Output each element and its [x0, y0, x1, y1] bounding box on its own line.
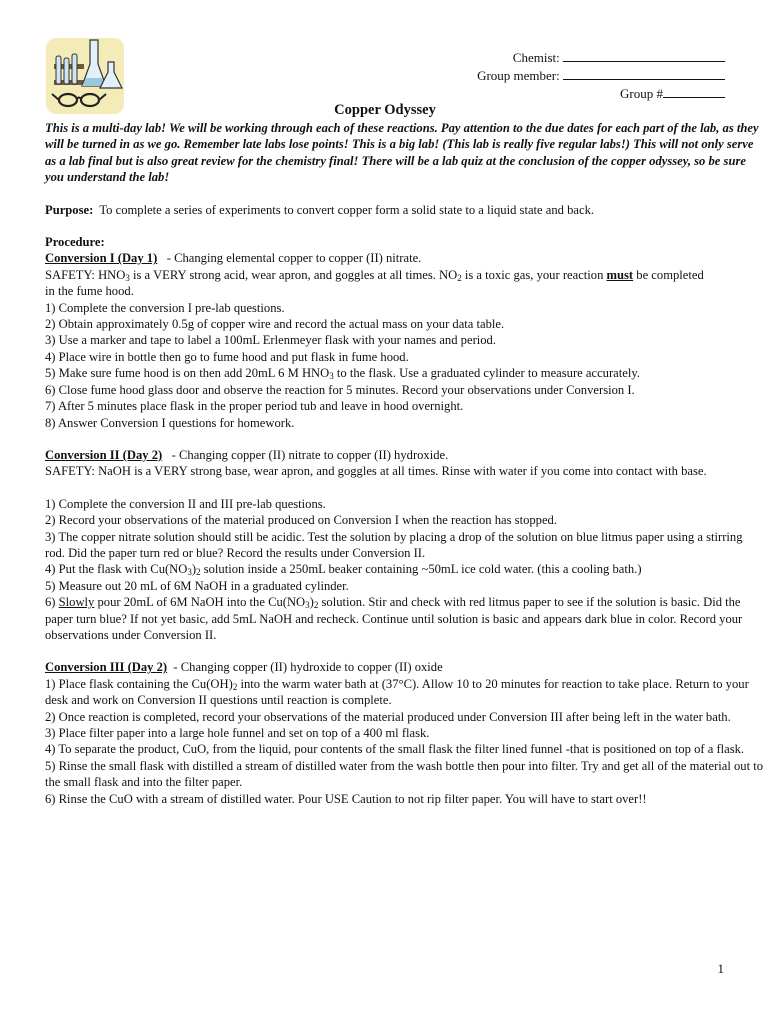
conversion-1-step-1: 1) Complete the conversion I pre-lab questions. [45, 300, 285, 315]
group-member-blank[interactable] [563, 67, 725, 80]
conversion-3-step-5: 5) Rinse the small flask with distilled a stream of distilled water from the wash bottle then pour into filter. Try and get all of the material out to the small flask and into the filter paper. [45, 758, 764, 790]
intro-paragraph: This is a multi-day lab! We will be working through each of these reactions. Pay attention to the due dates for each part of the lab, as they will be turned in as we go. Remember late labs lose points! This is a big lab! (This lab is really five regular labs!) This will not only serve as a lab final but is also great review for the chemistry final! There will be a lab quiz at the conclusion of the copper odyssey, so be sure you understand the lab! [45, 121, 759, 185]
conversion-3-step-4: 4) To separate the product, CuO, from the liquid, pour contents of the small flask the filter lined funnel -that is positioned on top of a flask. [45, 742, 745, 757]
purpose-text: To complete a series of experiments to convert copper form a solid state to a liquid state and back. [99, 202, 595, 217]
slowly-emphasis: Slowly [58, 595, 95, 610]
document-title: Copper Odyssey [334, 102, 436, 118]
conversion-2-heading-line [45, 447, 765, 463]
conversion-3-step-2: 2) Once reaction is completed, record your observations of the material produced under Conversion III after being left in the water bath. [45, 709, 731, 724]
conversion-2-step-4: 4) Put the flask with $Cu(NO_3)_2$ solution inside a 250mL beaker containing ~50mL ice cold water. (this a cooling bath.) [45, 562, 642, 578]
conversion-2-safety: SAFETY: NaOH is a VERY strong base, wear apron, and goggles at all times. Rinse with water if you come into contact with base. [45, 464, 707, 479]
conversion-1-step-3: 3) Use a marker and tape to label a 100mL Erlenmeyer flask with your names and period. [45, 333, 497, 348]
conversion-1-safety: SAFETY: $HNO_3$ is a VERY strong acid, wear apron, and goggles at all times. $NO_2$ is a toxic gas, your reaction must be completed in the fume hood. [45, 267, 704, 299]
conversion-2-step-1: 1) Complete the conversion II and III pre-lab questions. [45, 496, 326, 511]
conversion-3-step-6: 6) Rinse the CuO with a stream of distilled water. Pour USE Caution to not rip filter paper. You will have to start over!! [45, 791, 647, 806]
conversion-2-heading: Conversion II (Day 2) [45, 447, 163, 462]
conversion-1-heading: Conversion I (Day 1) [45, 251, 158, 266]
conversion-2-step-6: 6) Slowly pour 20mL of 6M NaOH into the $Cu(NO_3)_2$ solution. Stir and check with red litmus paper to see if the solution is basic. Did the paper turn blue? If not yet basic, add 5mL NaOH and recheck. Continue until solution is basic and appears dark blue in color. Record your observations under Conversion II. [45, 595, 743, 642]
must-emphasis: must [606, 267, 634, 282]
conversion-2-step-3: 3) The copper nitrate solution should still be acidic. Test the solution by placing a drop of the solution on blue litmus paper using a stirring rod. Did the paper turn red or blue? Record the results under Conversion II. [45, 529, 743, 560]
page-number: 1 [717, 961, 724, 976]
conversion-3-step-1: 1) Place flask containing the $Cu(OH)_2$ into the warm water bath at (37°C). Allow 10 to 20 minutes for reaction to take place. Return to your desk and work on Conversion II questions until reaction is complete. [45, 676, 749, 708]
conversion-1-description: - Changing elemental copper to copper (II) nitrate. [166, 251, 422, 266]
group-member-label: Group member: [477, 68, 560, 83]
conversion-1-step-2: 2) Obtain approximately 0.5g of copper wire and record the actual mass on your data table. [45, 317, 505, 332]
group-number-blank[interactable] [663, 85, 725, 98]
conversion-2-step-2: 2) Record your observations of the material produced on Conversion I when the reaction has stopped. [45, 513, 558, 528]
conversion-2-description: - Changing copper (II) nitrate to copper (II) hydroxide. [171, 447, 449, 462]
chemist-label: Chemist: [512, 50, 560, 65]
chemist-blank[interactable] [563, 49, 725, 62]
group-number-field [620, 85, 725, 102]
conversion-3-step-3: 3) Place filter paper into a large hole funnel and set on top of a 400 ml flask. [45, 726, 430, 740]
conversion-3-heading: Conversion III (Day 2) [45, 660, 168, 675]
conversion-1-step-4: 4) Place wire in bottle then go to fume hood and put flask in fume hood. [45, 349, 409, 364]
procedure-heading: Procedure: [45, 235, 105, 250]
conversion-3-heading-line [45, 659, 765, 675]
conversion-2-step-5: 5) Measure out 20 mL of 6M NaOH in a graduated cylinder. [45, 578, 349, 593]
conversion-1-step-5: 5) Make sure fume hood is on then add 20mL 6 M $HNO_3$ to the flask. Use a graduated cylinder to measure accurately. [45, 366, 640, 382]
conversion-1-step-7: 7) After 5 minutes place flask in the proper period tub and leave in hood overnight. [45, 399, 464, 414]
conversion-1-step-6: 6) Close fume hood glass door and observe the reaction for 5 minutes. Record your observations under Conversion I. [45, 382, 635, 397]
conversion-1-heading-line [45, 250, 765, 266]
purpose-paragraph [45, 202, 765, 218]
conversion-3-description: - Changing copper (II) hydroxide to copper (II) oxide [173, 660, 443, 675]
group-member-field [477, 67, 725, 84]
group-number-label: Group # [620, 86, 663, 101]
conversion-1-step-8: 8) Answer Conversion I questions for homework. [45, 415, 295, 430]
document-body [45, 120, 765, 807]
chemist-field [513, 49, 725, 66]
purpose-label: Purpose: [45, 202, 94, 217]
